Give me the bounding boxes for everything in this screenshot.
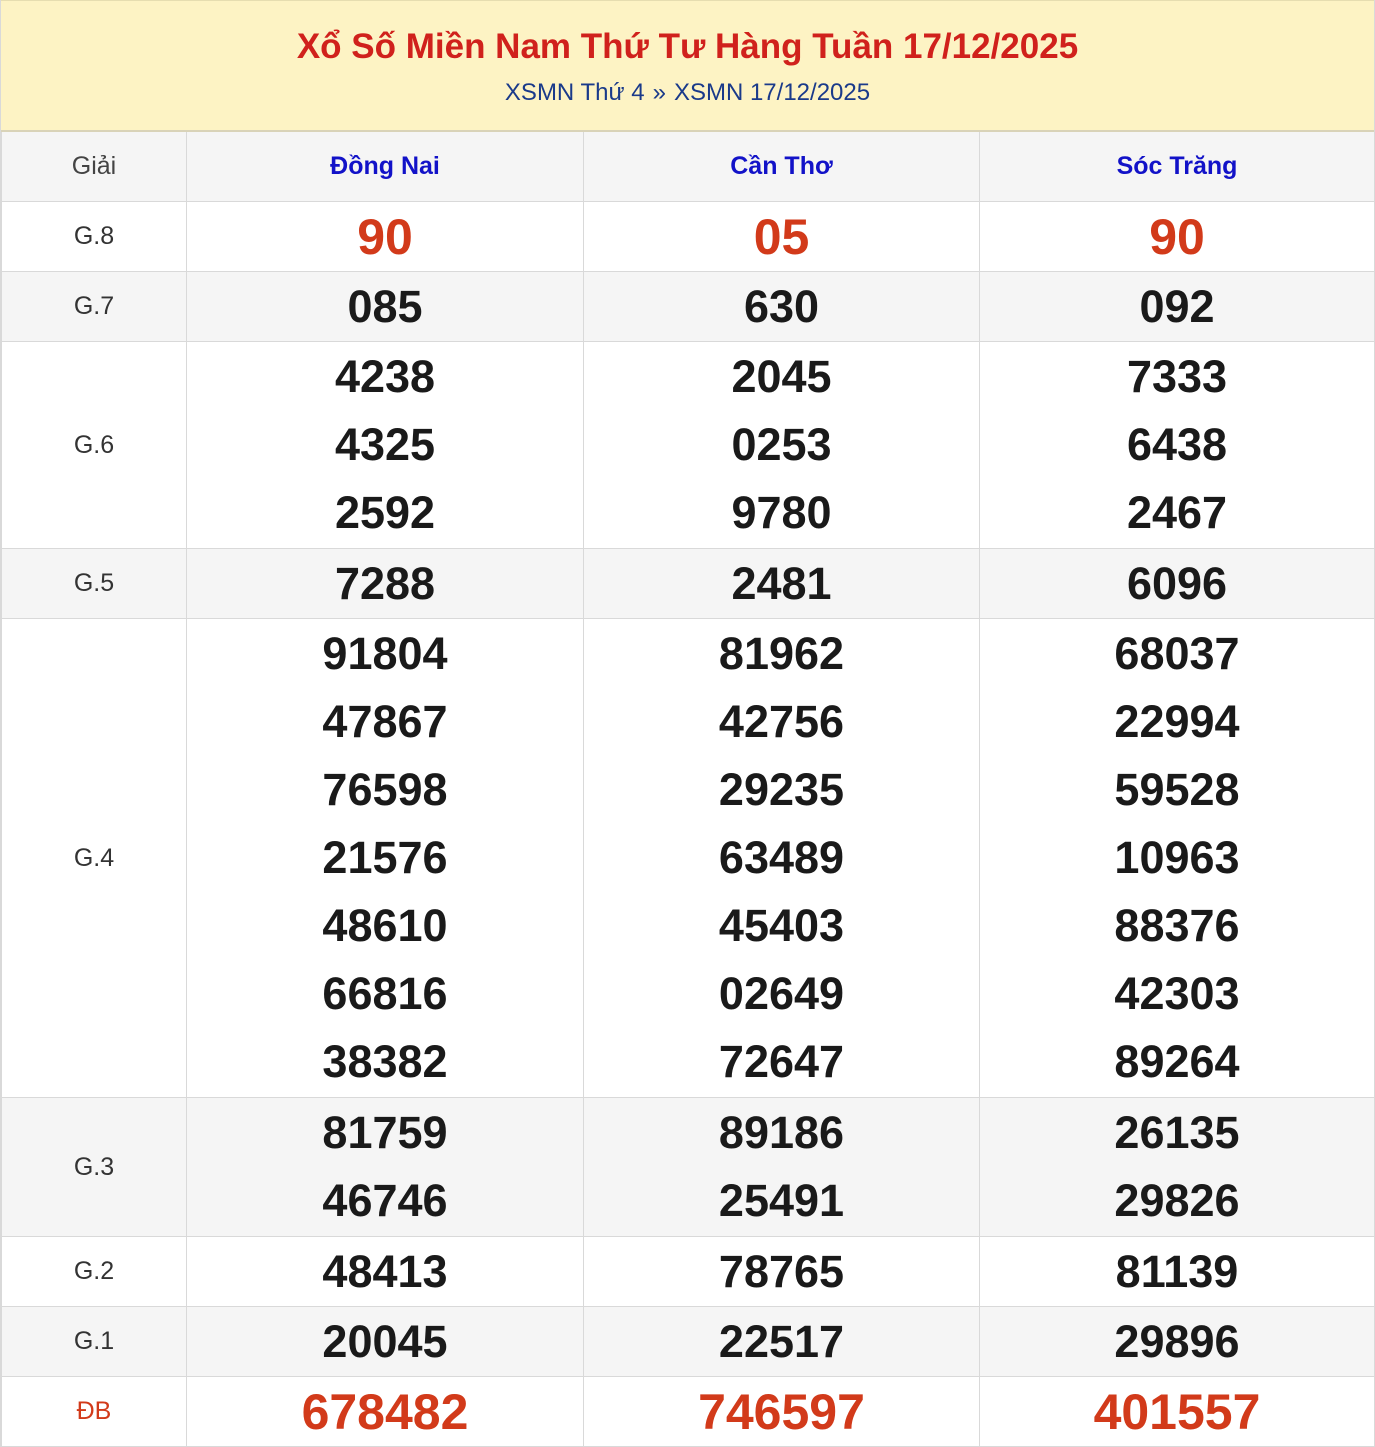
lottery-number: 25491 <box>718 1175 845 1226</box>
prize-column-header: Giải <box>2 132 187 202</box>
lottery-number: 02649 <box>718 968 845 1019</box>
table-row <box>2 619 1375 1098</box>
lottery-number: 21576 <box>322 832 448 883</box>
lottery-number: 26135 <box>1114 1107 1240 1158</box>
lottery-number: 90 <box>1149 208 1205 265</box>
lottery-number: 88376 <box>1114 900 1240 951</box>
results-header <box>1 0 1374 132</box>
result-cell-soc-trang <box>980 342 1375 549</box>
results-table <box>1 132 1375 1447</box>
lottery-number: 72647 <box>718 1036 845 1087</box>
lottery-number: 76598 <box>322 764 448 815</box>
result-cell-can-tho <box>584 619 980 1098</box>
prize-label: G.3 <box>2 1098 187 1237</box>
lottery-number: 085 <box>347 280 423 332</box>
table-row <box>2 202 1375 272</box>
lottery-number: 20045 <box>322 1315 448 1367</box>
result-cell-dong-nai <box>187 619 584 1098</box>
lottery-number: 0253 <box>731 419 832 470</box>
prize-label: G.7 <box>2 272 187 342</box>
result-cell-dong-nai <box>187 1098 584 1237</box>
result-cell-can-tho <box>584 202 980 272</box>
result-cell-can-tho <box>584 1098 980 1237</box>
breadcrumb-separator: » <box>652 79 666 106</box>
lottery-number: 68037 <box>1114 628 1240 679</box>
result-cell-dong-nai <box>187 549 584 619</box>
lottery-number: 4238 <box>334 351 436 402</box>
table-row <box>2 549 1375 619</box>
lottery-number: 91804 <box>322 628 448 679</box>
result-cell-soc-trang <box>980 272 1375 342</box>
lottery-number: 678482 <box>301 1383 469 1440</box>
table-row <box>2 1098 1375 1237</box>
result-cell-soc-trang <box>980 1307 1375 1377</box>
lottery-number: 89186 <box>718 1107 845 1158</box>
table-header-row <box>2 132 1375 202</box>
table-row <box>2 272 1375 342</box>
result-cell-soc-trang <box>980 202 1375 272</box>
lottery-number: 2045 <box>731 351 832 402</box>
lottery-number: 2481 <box>731 557 832 609</box>
result-cell-can-tho <box>584 272 980 342</box>
result-cell-can-tho <box>584 1237 980 1307</box>
lottery-number: 42303 <box>1114 968 1240 1019</box>
province-header-dong-nai[interactable]: Đồng Nai <box>187 132 584 202</box>
lottery-number: 46746 <box>322 1175 448 1226</box>
prize-label: G.8 <box>2 202 187 272</box>
lottery-number: 4325 <box>334 419 436 470</box>
result-cell-dong-nai <box>187 1377 584 1447</box>
lottery-number: 7333 <box>1126 351 1228 402</box>
lottery-number: 746597 <box>698 1383 865 1440</box>
table-row <box>2 342 1375 549</box>
breadcrumb-link-weekday[interactable]: XSMN Thứ 4 <box>504 79 645 106</box>
lottery-number: 10963 <box>1114 832 1240 883</box>
lottery-number: 29235 <box>718 764 845 815</box>
lottery-number: 22994 <box>1114 696 1240 747</box>
lottery-number: 092 <box>1139 280 1215 332</box>
lottery-number: 63489 <box>718 832 845 883</box>
prize-label: G.1 <box>2 1307 187 1377</box>
prize-label: G.4 <box>2 619 187 1098</box>
lottery-number: 22517 <box>718 1315 845 1367</box>
result-cell-dong-nai <box>187 1307 584 1377</box>
result-cell-soc-trang <box>980 549 1375 619</box>
result-cell-soc-trang <box>980 1237 1375 1307</box>
result-cell-dong-nai <box>187 1237 584 1307</box>
result-cell-can-tho <box>584 1377 980 1447</box>
prize-label: G.5 <box>2 549 187 619</box>
lottery-number: 47867 <box>322 696 448 747</box>
prize-label: ĐB <box>2 1377 187 1447</box>
page-title: Xổ Số Miền Nam Thứ Tư Hàng Tuần 17/12/2025 <box>296 27 1079 66</box>
result-cell-can-tho <box>584 549 980 619</box>
lottery-number: 66816 <box>322 968 448 1019</box>
result-cell-dong-nai <box>187 272 584 342</box>
result-cell-dong-nai <box>187 202 584 272</box>
lottery-number: 6096 <box>1126 557 1228 609</box>
lottery-number: 6438 <box>1126 419 1228 470</box>
table-row <box>2 1307 1375 1377</box>
lottery-number: 05 <box>753 208 810 265</box>
result-cell-can-tho <box>584 1307 980 1377</box>
result-cell-dong-nai <box>187 342 584 549</box>
lottery-number: 78765 <box>718 1245 845 1297</box>
lottery-number: 59528 <box>1114 764 1240 815</box>
lottery-number: 7288 <box>334 557 436 609</box>
lottery-number: 38382 <box>322 1036 448 1087</box>
lottery-number: 90 <box>357 208 413 265</box>
result-cell-soc-trang <box>980 1377 1375 1447</box>
lottery-number: 29896 <box>1114 1315 1240 1367</box>
lottery-number: 29826 <box>1114 1175 1240 1226</box>
table-row <box>2 1377 1375 1447</box>
province-header-can-tho[interactable]: Cần Thơ <box>584 132 980 202</box>
lottery-number: 2467 <box>1126 487 1228 538</box>
lottery-number: 9780 <box>731 487 832 538</box>
prize-label: G.6 <box>2 342 187 549</box>
table-row <box>2 1237 1375 1307</box>
breadcrumb-link-date[interactable]: XSMN 17/12/2025 <box>673 79 871 106</box>
results-body <box>2 202 1375 1447</box>
lottery-number: 401557 <box>1093 1383 1261 1440</box>
lottery-number: 45403 <box>718 900 845 951</box>
result-cell-soc-trang <box>980 619 1375 1098</box>
lottery-number: 630 <box>743 280 820 332</box>
province-header-soc-trang[interactable]: Sóc Trăng <box>980 132 1375 202</box>
breadcrumb <box>1 79 1374 107</box>
lottery-number: 81759 <box>322 1107 448 1158</box>
lottery-number: 2592 <box>334 487 436 538</box>
lottery-number: 42756 <box>718 696 845 747</box>
prize-label: G.2 <box>2 1237 187 1307</box>
lottery-number: 48413 <box>322 1245 448 1297</box>
result-cell-soc-trang <box>980 1098 1375 1237</box>
result-cell-can-tho <box>584 342 980 549</box>
lottery-number: 81962 <box>718 628 845 679</box>
lottery-number: 48610 <box>322 900 448 951</box>
lottery-number: 89264 <box>1114 1036 1240 1087</box>
lottery-number: 81139 <box>1115 1245 1239 1297</box>
